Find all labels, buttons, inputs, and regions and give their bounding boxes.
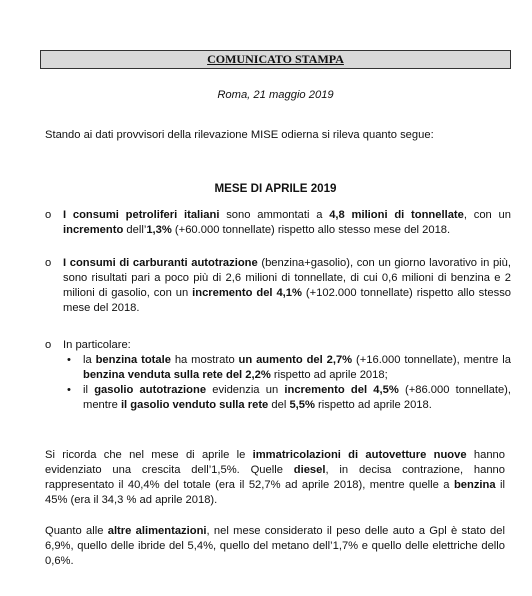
text: (+102.000 tonnellate) rispetto allo stesso mese del 2018.	[63, 287, 512, 314]
intro-paragraph: Stando ai dati provvisori della rilevazione MISE odierna si rileva quanto segue:	[45, 129, 434, 141]
text-bold: I consumi petroliferi italiani	[63, 209, 220, 221]
text: (+86.000 tonnellate), mentre	[83, 384, 511, 411]
text-bold: immatricolazioni di autovetture nuove	[252, 449, 467, 461]
text: la	[83, 354, 96, 366]
list-item-consumi-petroliferi	[45, 208, 511, 238]
sublist-item-benzina	[63, 353, 511, 383]
text-bold: 4,8 milioni di tonnellate	[329, 209, 464, 221]
text-bold: 1,3%	[146, 224, 172, 236]
bullet-dot-icon: •	[67, 384, 71, 396]
text-bold: gasolio autotrazione	[94, 384, 207, 396]
text: (+16.000 tonnellate), mentre la	[352, 354, 511, 366]
bullet-dot-icon: •	[67, 354, 71, 366]
bullet-circle-icon: o	[45, 257, 52, 269]
text: del	[268, 399, 290, 411]
list-item-text	[63, 338, 511, 413]
text: , in decisa contrazione, hanno rappresentato il 40,4% del totale (era il 52,7% ad aprile 2018), mentre quelle a	[45, 464, 505, 491]
text: hanno evidenziato una crescita dell’1,5%. Quelle	[45, 449, 505, 476]
sublist-lead: In particolare:	[63, 339, 131, 351]
text-bold: un aumento del 2,7%	[238, 354, 353, 366]
text-bold: benzina	[453, 479, 496, 491]
text-bold: incremento del 4,1%	[192, 287, 302, 299]
text: rispetto ad aprile 2018;	[270, 369, 388, 381]
bullet-circle-icon: o	[45, 339, 52, 351]
list-item-in-particolare	[45, 338, 511, 413]
text-bold: incremento del 4,5%	[284, 384, 399, 396]
sublist-item-gasolio	[63, 383, 511, 413]
text: sono ammontati a	[219, 209, 330, 221]
text: ha mostrato	[170, 354, 239, 366]
paragraph-altre-alimentazioni	[45, 524, 505, 569]
text-bold: 5,5%	[289, 399, 315, 411]
text-bold: il gasolio venduto sulla rete	[120, 399, 269, 411]
text: , nel mese considerato il peso delle auto a Gpl è stato del 6,9%, quello delle ibride del 5,4%, quello del metano dell’1,7% e quello delle elettriche dello 0,6%.	[45, 525, 505, 567]
text-bold: benzina totale	[95, 354, 171, 366]
text: (benzina+gasolio), con un giorno lavorativo in più, sono risultati pari a poco più di 2,6 milioni di tonnellate, di cui 0,6 milioni di benzina e 2 milioni di gasolio, con un	[63, 257, 511, 299]
paragraph-immatricolazioni	[45, 448, 505, 508]
text: , con un	[463, 209, 511, 221]
text: Si ricorda che nel mese di aprile le	[45, 449, 253, 461]
text-bold: altre alimentazioni	[107, 525, 207, 537]
text-bold: incremento	[63, 224, 124, 236]
list-item-consumi-carburanti	[45, 256, 511, 316]
press-release-title: COMUNICATO STAMPA	[40, 50, 511, 69]
list-item-text	[63, 208, 511, 238]
text: (+60.000 tonnellate) rispetto allo stesso mese del 2018.	[171, 224, 451, 236]
text-bold: I consumi di carburanti autotrazione	[63, 257, 258, 269]
text-bold: diesel	[293, 464, 326, 476]
text: evidenzia un	[206, 384, 285, 396]
text: il 45% (era il 34,3 % ad aprile 2018).	[45, 479, 505, 506]
text: rispetto ad aprile 2018.	[314, 399, 432, 411]
text: il	[83, 384, 95, 396]
text-bold: benzina venduta sulla rete del 2,2%	[83, 369, 271, 381]
bullet-circle-icon: o	[45, 209, 52, 221]
release-date: Roma, 21 maggio 2019	[217, 89, 334, 101]
list-item-text	[63, 256, 511, 316]
section-title: MESE DI APRILE 2019	[214, 182, 337, 195]
text: Quanto alle	[45, 525, 108, 537]
text: dell’	[123, 224, 147, 236]
